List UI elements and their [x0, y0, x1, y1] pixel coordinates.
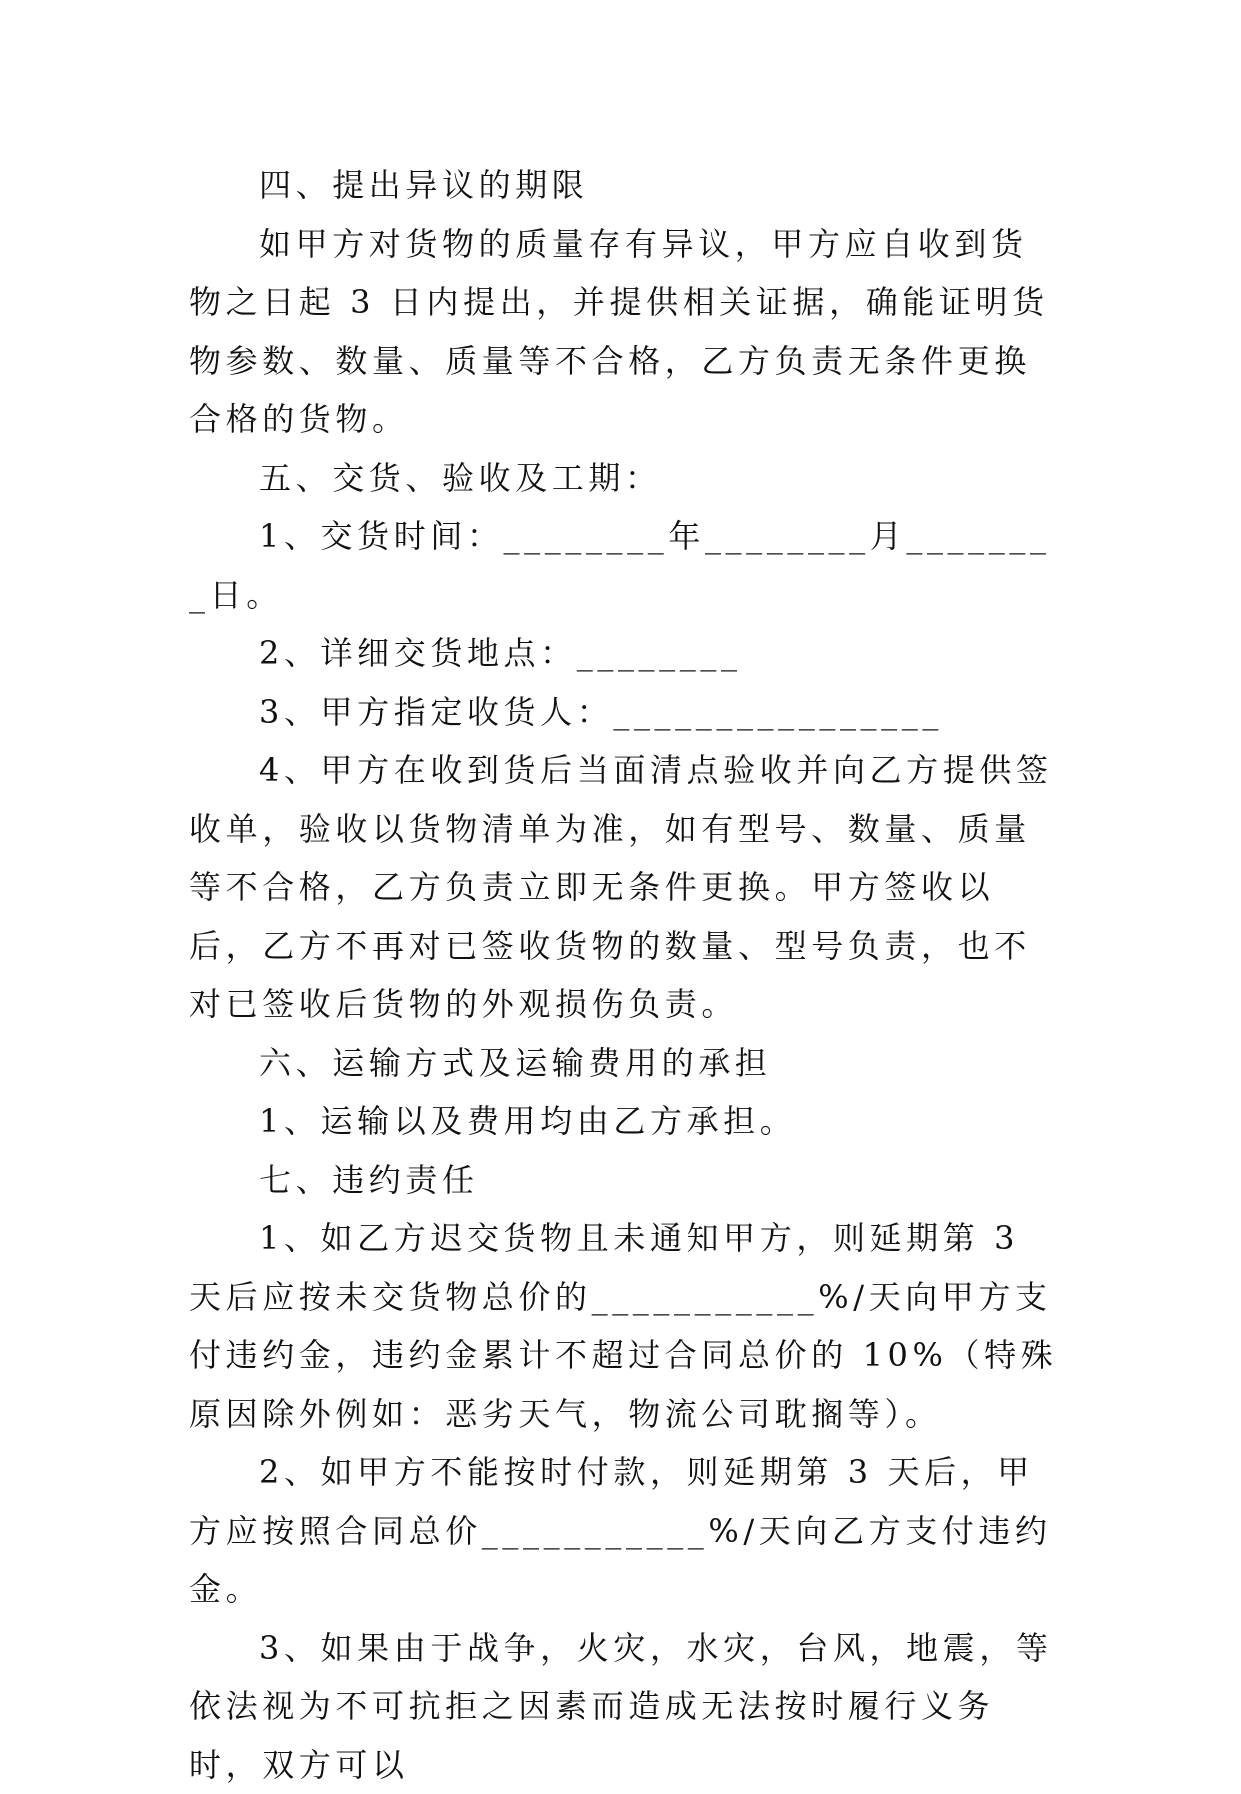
paragraph-objection-terms: 如甲方对货物的质量存有异议，甲方应自收到货物之日起 3 日内提出，并提供相关证据，确能证明货物参数、数量、质量等不合格，乙方负责无条件更换合格的货物。 [189, 215, 1059, 449]
paragraph-late-payment-penalty: 2、如甲方不能按时付款，则延期第 3 天后，甲方应按照合同总价___________%/天向乙方支付违约金。 [189, 1443, 1059, 1619]
paragraph-transport-cost: 1、运输以及费用均由乙方承担。 [189, 1092, 1059, 1151]
paragraph-force-majeure: 3、如果由于战争，火灾，水灾，台风，地震，等依法视为不可抗拒之因素而造成无法按时履行义务时，双方可以 [189, 1619, 1059, 1794]
section-heading-delivery: 五、交货、验收及工期： [189, 449, 1059, 508]
paragraph-delivery-time: 1、交货时间：________年________月________日。 [189, 507, 1059, 624]
document-body [189, 156, 1059, 1794]
paragraph-delivery-location: 2、详细交货地点：________ [189, 624, 1059, 683]
paragraph-inspection-terms: 4、甲方在收到货后当面清点验收并向乙方提供签收单，验收以货物清单为准，如有型号、数量、质量等不合格，乙方负责立即无条件更换。甲方签收以后，乙方不再对已签收货物的数量、型号负责，也不对已签收后货物的外观损伤负责。 [189, 741, 1059, 1034]
section-heading-liability: 七、违约责任 [189, 1151, 1059, 1210]
paragraph-late-delivery-penalty: 1、如乙方迟交货物且未通知甲方，则延期第 3 天后应按未交货物总价的___________%/天向甲方支付违约金，违约金累计不超过合同总价的 10%（特殊原因除外例如：恶劣天气，物流公司耽搁等）。 [189, 1209, 1059, 1443]
paragraph-designated-receiver: 3、甲方指定收货人：________________ [189, 683, 1059, 742]
section-heading-objection-period: 四、提出异议的期限 [189, 156, 1059, 215]
section-heading-transport: 六、运输方式及运输费用的承担 [189, 1034, 1059, 1093]
